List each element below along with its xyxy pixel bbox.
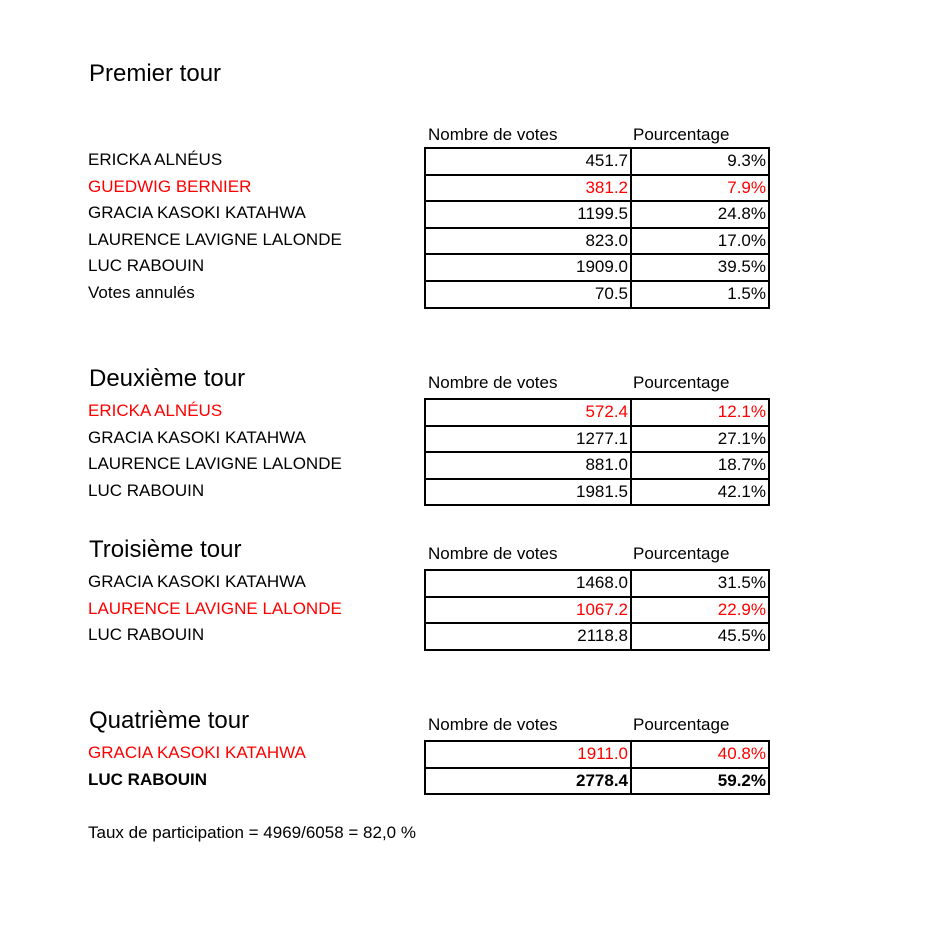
candidate-row: [0, 569, 930, 596]
votes-cell: 381.2: [426, 176, 632, 201]
votes-cell: 1277.1: [426, 427, 632, 452]
votes-cell: 1067.2: [426, 598, 632, 623]
candidate-name: LUC RABOUIN: [88, 480, 205, 500]
candidate-row: [0, 280, 930, 307]
candidate-name: ERICKA ALNÉUS: [88, 401, 223, 420]
candidate-name: LAURENCE LAVIGNE LALONDE: [88, 454, 342, 474]
votes-cell: 1981.5: [426, 480, 632, 505]
votes-cell: 881.0: [426, 453, 632, 478]
votes-cell: 2118.8: [426, 624, 632, 649]
percent-cell: 18.7%: [717, 455, 766, 475]
candidate-row: [0, 253, 930, 280]
percent-cell: 31.5%: [717, 573, 766, 592]
candidate-row: [0, 147, 930, 174]
votes-column-header: Nombre de votes: [428, 125, 558, 144]
candidate-name: LAURENCE LAVIGNE LALONDE: [88, 229, 342, 249]
candidate-name: LAURENCE LAVIGNE LALONDE: [88, 598, 342, 618]
percent-cell: 1.5%: [727, 283, 766, 303]
percent-column-header: Pourcentage: [633, 125, 730, 144]
votes-column-header: Nombre de votes: [428, 715, 558, 734]
candidate-name: GRACIA KASOKI KATAHWA: [88, 203, 306, 223]
participation-rate: Taux de participation = 4969/6058 = 82,0 %: [88, 823, 416, 842]
round-title: Premier tour: [89, 60, 222, 87]
votes-cell: 1909.0: [426, 255, 632, 280]
votes-cell: 70.5: [426, 282, 632, 307]
votes-cell: 451.7: [426, 149, 632, 174]
round-title: Deuxième tour: [89, 365, 246, 392]
round-title: Troisième tour: [89, 536, 242, 563]
candidate-row: [0, 767, 930, 794]
percent-cell: 7.9%: [727, 177, 766, 197]
percent-cell: 39.5%: [717, 257, 766, 277]
votes-cell: 1911.0: [426, 742, 632, 767]
percent-cell: 22.9%: [717, 599, 766, 619]
votes-cell: 2778.4: [426, 769, 632, 794]
percent-cell: 45.5%: [717, 626, 766, 646]
percent-cell: 42.1%: [717, 481, 766, 501]
candidate-name: GUEDWIG BERNIER: [88, 176, 252, 196]
percent-column-header: Pourcentage: [633, 544, 730, 563]
votes-cell: 572.4: [426, 400, 632, 425]
votes-column-header: Nombre de votes: [428, 373, 558, 392]
candidate-name: Votes annulés: [88, 283, 195, 302]
candidate-name: LUC RABOUIN: [88, 256, 205, 276]
votes-column-header: Nombre de votes: [428, 544, 558, 563]
candidate-name: LUC RABOUIN: [88, 769, 207, 789]
candidate-row: [0, 478, 930, 505]
candidate-row: [0, 425, 930, 452]
candidate-row: [0, 622, 930, 649]
votes-cell: 823.0: [426, 229, 632, 254]
candidate-name: GRACIA KASOKI KATAHWA: [88, 427, 306, 447]
round-title: Quatrième tour: [89, 707, 250, 734]
candidate-name: GRACIA KASOKI KATAHWA: [88, 572, 306, 591]
percent-column-header: Pourcentage: [633, 373, 730, 392]
percent-cell: 27.1%: [717, 428, 766, 448]
candidate-row: [0, 200, 930, 227]
percent-column-header: Pourcentage: [633, 715, 730, 734]
percent-cell: 9.3%: [727, 151, 766, 170]
candidate-row: [0, 174, 930, 201]
candidate-row: [0, 451, 930, 478]
percent-cell: 59.2%: [717, 770, 766, 790]
percent-cell: 40.8%: [717, 744, 766, 763]
candidate-row: [0, 740, 930, 767]
candidate-row: [0, 227, 930, 254]
candidate-name: LUC RABOUIN: [88, 625, 205, 645]
candidate-name: GRACIA KASOKI KATAHWA: [88, 743, 306, 762]
percent-cell: 24.8%: [717, 204, 766, 224]
percent-cell: 12.1%: [717, 402, 766, 421]
votes-cell: 1199.5: [426, 202, 632, 227]
percent-cell: 17.0%: [717, 230, 766, 250]
candidate-row: [0, 398, 930, 425]
candidate-name: ERICKA ALNÉUS: [88, 150, 223, 169]
votes-cell: 1468.0: [426, 571, 632, 596]
candidate-row: [0, 596, 930, 623]
